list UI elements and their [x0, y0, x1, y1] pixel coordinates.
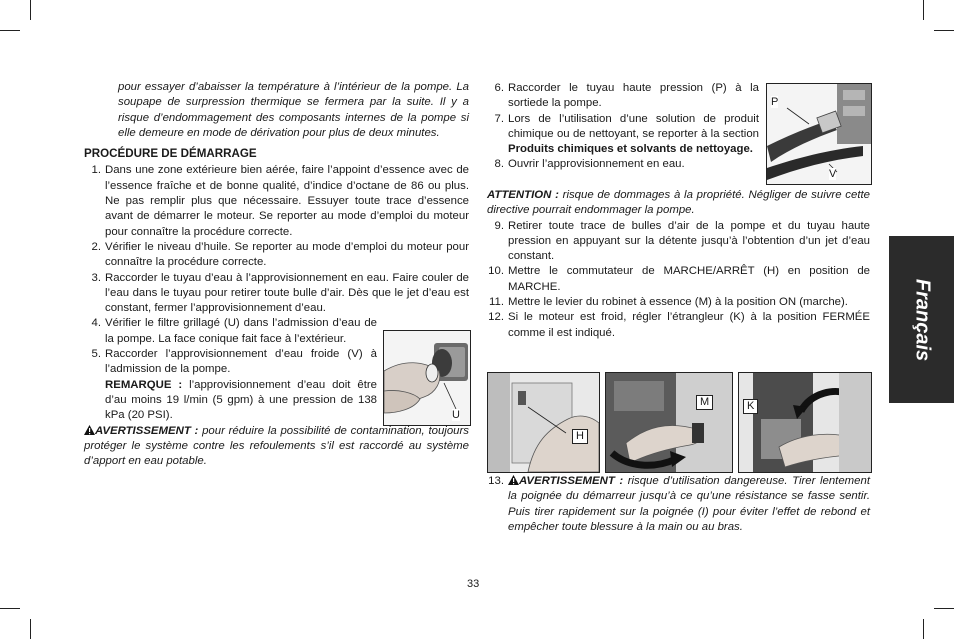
crop-mark — [934, 30, 954, 31]
crop-mark — [923, 619, 924, 639]
crop-mark — [0, 30, 20, 31]
list-item: 12. Si le moteur est froid, régler l’étrangleur (K) à la position FERMÉE comme il est indiqué. — [488, 311, 870, 339]
label-m: M — [696, 395, 713, 410]
list-item: 3. Raccorder le tuyau d’eau à l’approvisionnement en eau. Faire couler de l’eau dans le tuyau pour retirer toute bulle d’air. Dès que le jet d’eau est constant, fermer l’approvisionnement d’eau. — [91, 271, 469, 315]
list-item: 7. Lors de l’utilisation d’une solution de produit chimique ou de nettoyant, se reporter à la section Produits chimiques et solvants de nettoyage. — [494, 112, 759, 156]
switch-illustration — [488, 373, 599, 472]
fuel-valve-figure — [605, 372, 733, 473]
list-item: 2. Vérifier le niveau d’huile. Se reporter au mode d’emploi du moteur pour connaître la procédure correcte. — [91, 240, 469, 269]
list-item: 9. Retirer toute trace de bulles d’air de la pompe et du tuyau haute pression en appuyant sur la détente jusqu’à l’obtention d’un jet d’eau constant. — [494, 219, 870, 263]
label-k: K — [743, 399, 758, 414]
choke-illustration — [739, 373, 871, 472]
fuel-valve-illustration — [606, 373, 732, 472]
crop-mark — [30, 619, 31, 639]
right-column-top — [487, 81, 759, 173]
crop-mark — [30, 0, 31, 20]
hose-illustration — [767, 84, 871, 184]
language-tab-label: Français — [911, 278, 933, 361]
label-p: P — [771, 96, 779, 108]
list-item: 6. Raccorder le tuyau haute pression (P) à la sortiede la pompe. — [494, 82, 759, 110]
list-item: 5. Raccorder l’approvisionnement d’eau froide (V) à l’admission de la pompe. — [91, 348, 377, 376]
attention-paragraph: ATTENTION : risque de dommages à la propriété. Négliger de suivre cette directive pourrait endommager la pompe. — [487, 189, 871, 217]
list-item: 13. AVERTISSEMENT : risque d’utilisation dangereuse. Tirer lentement la poignée du démarreur jusqu’à ce qu’une résistance se fasse sentir. Puis tirer rapidement sur la poignée (I) pour éviter l’effet de rebond et empêcher toute blessure à la main ou au bras. — [488, 475, 870, 533]
remark: REMARQUE : l’approvisionnement d’eau doit être d’au moins 19 l/min (5 gpm) à une pression de 138 kPa (20 PSI). — [105, 378, 377, 422]
right-column-main — [487, 188, 870, 341]
label-u: U — [452, 409, 460, 421]
intro-paragraph: pour essayer d’abaisser la température à l’intérieur de la pompe. La soupape de surpression thermique se fermera par la suite. Il y a risque d’endommagement des composants internes de la pompe si elle demeure en mode de dérivation pour plus de deux minutes. — [118, 81, 469, 139]
list-item: 10. Mettre le commutateur de MARCHE/ARRÊT (H) en position de MARCHE. — [488, 265, 870, 293]
section-heading: PROCÉDURE DE DÉMARRAGE — [84, 147, 257, 161]
step-13 — [487, 474, 870, 535]
crop-mark — [934, 608, 954, 609]
warning-paragraph: AVERTISSEMENT : pour réduire la possibilité de contamination, toujours protéger le système contre les refoulements s’il est raccordé au système d’apport en eau potable. — [84, 424, 469, 468]
warning-icon — [84, 425, 95, 435]
list-item: 11. Mettre le levier du robinet à essence (M) à la position ON (marche). — [489, 296, 848, 309]
language-tab — [889, 236, 954, 403]
choke-figure — [738, 372, 872, 473]
switch-figure — [487, 372, 600, 473]
filter-figure — [383, 330, 471, 426]
crop-mark — [0, 608, 20, 609]
list-item: 4. Vérifier le filtre grillagé (U) dans l’admission d’eau de la pompe. La face conique fait face à l’extérieur. — [91, 317, 377, 345]
crop-mark — [923, 0, 924, 20]
warning-icon — [508, 475, 519, 485]
list-item: 1. Dans une zone extérieure bien aérée, faire l’appoint d’essence avec de l’essence fraîche et de bonne qualité, d’indice d’octane de 86 ou plus. Ne pas remplir plus que nécessaire. Essuyer toute trace d’essence avant de démarrer le moteur. Se reporter au mode d’emploi du moteur pour connaître la procédure correcte. — [91, 164, 469, 238]
page-number: 33 — [467, 578, 480, 590]
label-h: H — [572, 429, 588, 444]
label-v: V — [829, 168, 837, 180]
hose-figure — [766, 83, 872, 185]
list-item: 8. Ouvrir l’approvisionnement en eau. — [494, 158, 685, 171]
